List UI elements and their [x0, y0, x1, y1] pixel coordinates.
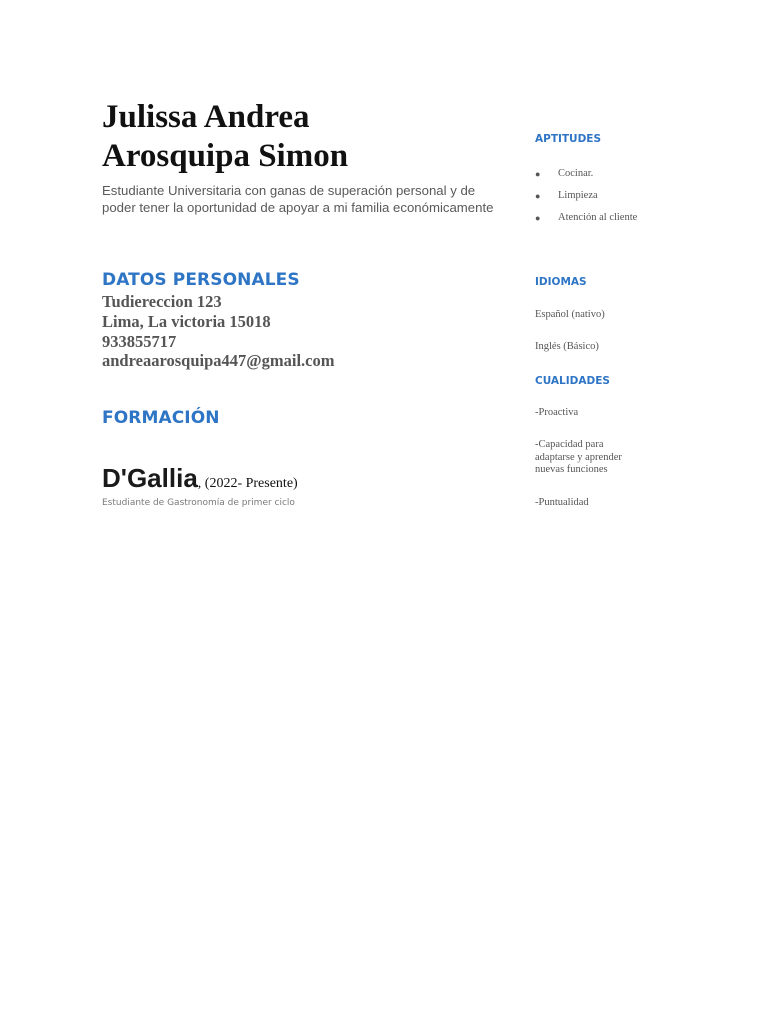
quality-item: -Capacidad para adaptarse y aprender nuevas funciones: [535, 439, 622, 475]
education-dates: , (2022- Presente): [197, 476, 298, 491]
name-line-2: Arosquipa Simon: [102, 138, 349, 174]
aptitude-label: Limpieza: [558, 190, 598, 201]
quality-item: -Proactiva: [535, 407, 579, 418]
list-item: [535, 168, 645, 181]
education-school: D'Gallia: [102, 463, 198, 493]
aptitudes-list: [535, 168, 645, 234]
contact-email: andreaarosquipa447@gmail.com: [102, 351, 335, 371]
education-description: Estudiante de Gastronomía de primer ciclo: [102, 498, 295, 508]
name-line-1: Julissa Andrea: [102, 99, 310, 135]
contact-block: [102, 292, 502, 371]
language-item: Español (nativo): [535, 309, 605, 320]
list-item: [535, 190, 645, 203]
bullet-icon: ●: [535, 169, 541, 179]
list-item: [535, 212, 645, 225]
section-title-formacion: FORMACIÓN: [102, 408, 220, 428]
aptitude-label: Cocinar.: [558, 168, 594, 179]
section-title-datos-personales: DATOS PERSONALES: [102, 270, 300, 290]
section-title-cualidades: CUALIDADES: [535, 375, 610, 387]
language-item: Inglés (Básico): [535, 341, 599, 352]
quality-item: -Puntualidad: [535, 497, 589, 508]
intro-summary: Estudiante Universitaria con ganas de superación personal y de poder tener la oportunidad de apoyar a mi familia económicamente: [102, 183, 494, 215]
bullet-icon: ●: [535, 191, 541, 201]
section-title-idiomas: IDIOMAS: [535, 276, 587, 288]
education-entry: [102, 463, 298, 494]
person-name: [102, 98, 502, 176]
contact-city: Lima, La victoria 15018: [102, 311, 271, 331]
section-title-aptitudes: APTITUDES: [535, 133, 602, 145]
bullet-icon: ●: [535, 213, 541, 223]
contact-address: Tudiereccion 123: [102, 292, 222, 311]
aptitude-label: Atención al cliente: [558, 212, 638, 223]
contact-phone: 933855717: [102, 331, 177, 351]
